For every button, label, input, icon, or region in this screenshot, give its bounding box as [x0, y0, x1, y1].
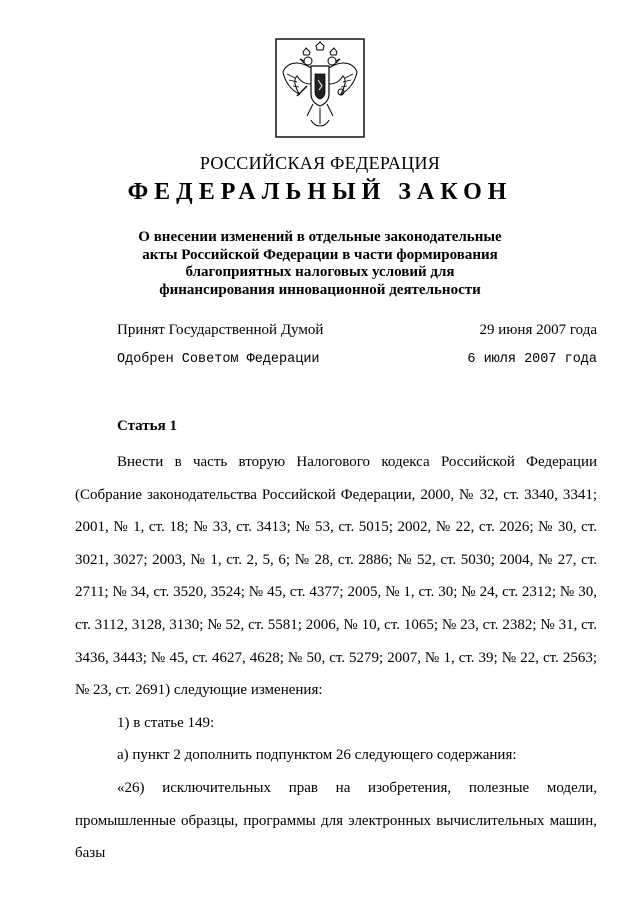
law-title-line: О внесении изменений в отдельные законодательные	[138, 229, 502, 245]
country-name: РОССИЙСКАЯ ФЕДЕРАЦИЯ	[199, 153, 441, 173]
adoption-label: Одобрен Советом Федерации	[117, 352, 320, 367]
adoption-date: 29 июня 2007 года	[479, 322, 597, 338]
article-body	[75, 446, 597, 870]
paragraph: а) пункт 2 дополнить подпунктом 26 следующего содержания:	[117, 747, 517, 764]
document-type: ФЕДЕРАЛЬНЫЙ ЗАКОН	[127, 179, 513, 205]
law-title-line: благоприятных налоговых условий для	[185, 264, 455, 280]
law-title-line: акты Российской Федерации в части формирования	[142, 246, 498, 263]
law-title-line: финансирования инновационной деятельности	[159, 281, 481, 298]
paragraph: «26) исключительных прав на изобретения, полезные модели, промышленные образцы, программы для электронных вычислительных машин, базы	[75, 779, 597, 862]
law-title	[100, 229, 540, 299]
article-heading: Статья 1	[117, 418, 177, 434]
coat-of-arms-icon	[275, 38, 365, 138]
paragraph: 1) в статье 149:	[117, 714, 215, 731]
paragraph: Внести в часть вторую Налогового кодекса Российской Федерации (Собрание законодательства Российской Федерации, 2000, № 32, ст. 3340, 3341; 2001, № 1, ст. 18; № 33, ст. 3413; № 53, ст. 5015; 2002, № 22, ст. 2026; № 30, ст. 3021, 3027; 2003, № 1, ст. 2, 5, 6; № 28, ст. 2886; № 52, ст. 5030; 2004, № 27, ст. 2711; № 34, ст. 3520, 3524; № 45, ст. 4377; 2005, № 1, ст. 30; № 24, ст. 2312; № 30, ст. 3112, 3128, 3130; № 52, ст. 5581; 2006, № 10, ст. 1065; № 23, ст. 2382; № 31, ст. 3436, 3443; № 45, ст. 4627, 4628; № 50, ст. 5279; 2007, № 1, ст. 39; № 22, ст. 2563; № 23, ст. 2691) следующие изменения:	[75, 454, 597, 699]
adoption-label: Принят Государственной Думой	[117, 322, 324, 338]
adoption-date: 6 июля 2007 года	[467, 352, 597, 367]
